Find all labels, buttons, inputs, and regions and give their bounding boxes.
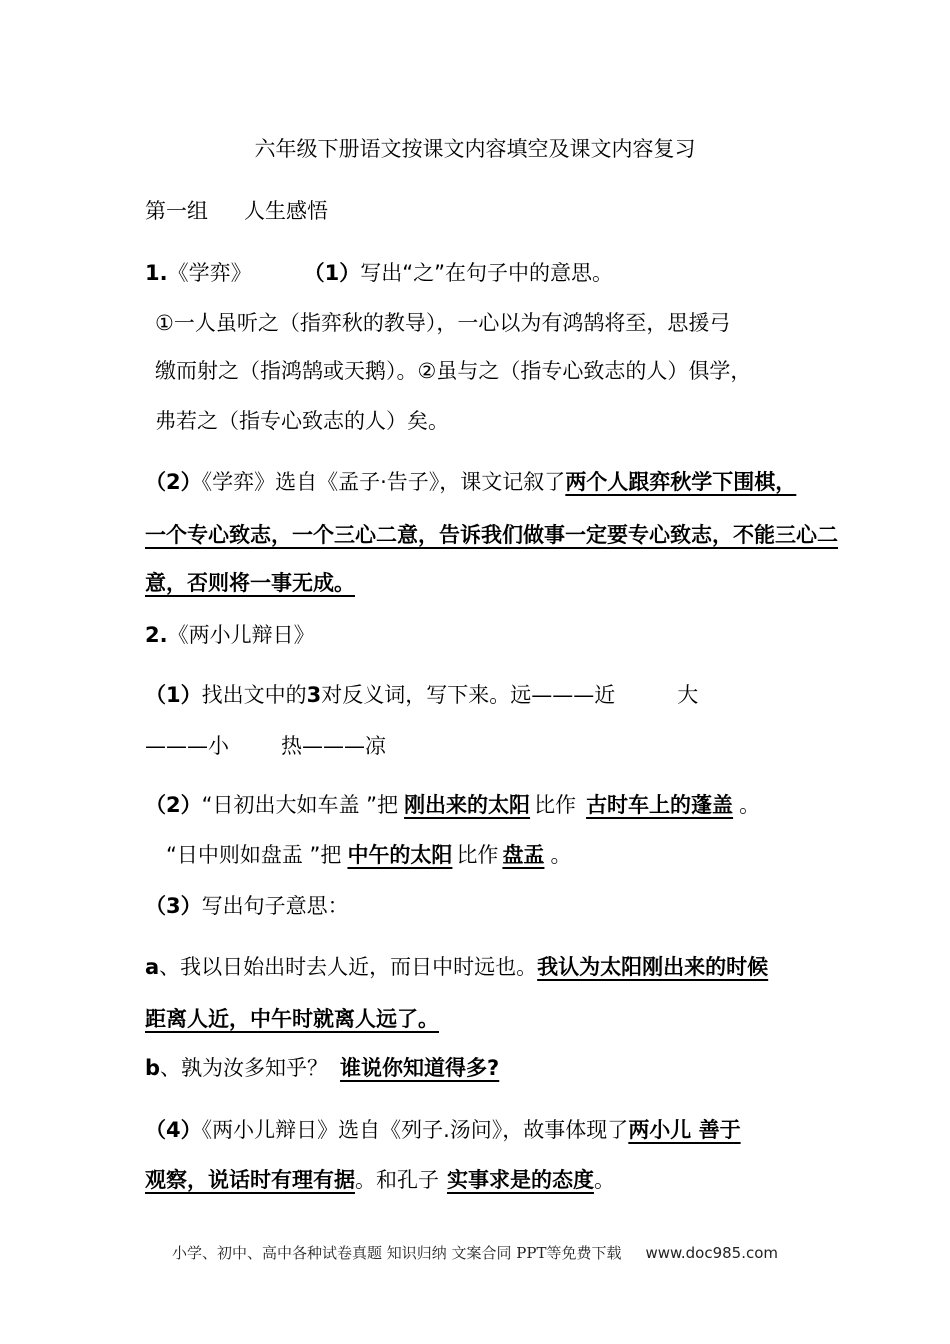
q1-p2-label: （2）: [145, 470, 202, 494]
q2-p1-text2: 对反义词，写下来。远———近: [321, 683, 616, 707]
q2-part4: [145, 1115, 741, 1145]
page-title: 六年级下册语文按课文内容填空及课文内容复习: [254, 137, 696, 161]
q2-a-label: a: [145, 955, 160, 979]
q1-lesson: 《学弈》: [167, 261, 252, 285]
page-footer: [0, 1242, 950, 1263]
q2-b-answer: 谁说你知道得多?: [340, 1056, 500, 1080]
q1-answer-1: 两个人跟弈秋学下围棋，: [565, 470, 797, 494]
q2-part2-line2: [166, 840, 571, 870]
q2-p4-text: 《两小儿辩日》选自《列子.汤问》，故事体现了: [201, 1118, 629, 1142]
q2-b-text: 、孰为汝多知乎？: [160, 1056, 329, 1080]
q2-p1-pair3: 热———凉: [281, 734, 386, 758]
q2-p2-answer-3: 中午的太阳: [347, 843, 453, 867]
q2-p2-answer-2: 古时车上的蓬盖: [586, 793, 734, 817]
q2-p2-answer-1: 刚出来的太阳: [404, 793, 531, 817]
q2-a-line2: [145, 1004, 439, 1034]
q2-a-text: 、我以日始出时去人近，而日中时远也。: [159, 955, 538, 979]
q1-line-2: 缴而射之（指鸿鹄或天鹅）。②虽与之（指专心致志的人）俱学，: [155, 359, 752, 383]
q2-p1-label: （1）: [145, 683, 202, 707]
q2-part1: [145, 680, 698, 710]
q2-p3-label: （3）: [145, 894, 202, 918]
q2-p2-end: 。: [739, 793, 761, 817]
q1-number: 1.: [145, 261, 168, 285]
q1-heading: [145, 258, 613, 288]
footer-url[interactable]: www.doc985.com: [645, 1244, 779, 1262]
q1-answer-3: 意，否则将一事无成。: [145, 571, 355, 595]
q2-part2: [145, 790, 760, 820]
q2-p1-pair2: ———小: [145, 734, 229, 758]
q2-a-answer-2: 距离人近，中午时就离人远了。: [145, 1007, 439, 1031]
q2-p4-answer-1: 两小儿 善于: [628, 1118, 741, 1142]
q2-p1-num: 3: [306, 683, 322, 707]
q2-p1-big: 大: [677, 683, 699, 707]
q1-line-3: 弗若之（指专心致志的人）矣。: [155, 409, 449, 433]
footer-text: 小学、初中、高中各种试卷真题 知识归纳 文案合同 PPT等免费下载: [171, 1244, 622, 1262]
q1-p1-text: 写出“之”在句子中的意思。: [360, 261, 613, 285]
q2-part3: [145, 891, 349, 921]
q2-b-line: [145, 1053, 499, 1083]
q1-answer-line-2: [145, 520, 838, 550]
q1-part2: [145, 467, 796, 497]
q1-answer-line-3: [145, 568, 355, 598]
section-name: 人生感悟: [244, 199, 328, 223]
q2-heading: [145, 620, 315, 650]
q1-p1-label: （1）: [303, 261, 361, 285]
q2-p2-end2: 。: [550, 843, 572, 867]
q2-p2-label: （2）: [145, 793, 202, 817]
q2-a-answer-1: 我认为太阳刚出来的时候: [537, 955, 769, 979]
section-label: 第一组: [145, 199, 208, 223]
q2-p2-q1: “日初出大如车盖 ”把: [201, 793, 399, 817]
q2-p4-mid: 。和孔子: [355, 1168, 439, 1192]
q1-p2-text: 《学弈》选自《孟子·告子》，课文记叙了: [201, 470, 566, 494]
q2-p2-mid: 比作: [534, 793, 577, 817]
q2-p4-answer-2: 观察，说话时有理有据: [145, 1168, 355, 1192]
q2-p3-text: 写出句子意思：: [201, 894, 349, 918]
q2-p4-answer-3: 实事求是的态度: [447, 1168, 594, 1192]
q2-p4-label: （4）: [145, 1118, 202, 1142]
q2-number: 2.: [145, 623, 168, 647]
q2-b-label: b: [145, 1056, 161, 1080]
q2-p1-text: 找出文中的: [201, 683, 307, 707]
section-heading: [145, 196, 328, 226]
q2-a-line: [145, 952, 768, 982]
q2-p2-answer-4: 盘盂: [502, 843, 545, 867]
q2-lesson: 《两小儿辩日》: [167, 623, 315, 647]
q2-p2-q2: “日中则如盘盂 ”把: [166, 843, 342, 867]
q1-answer-2: 一个专心致志，一个三心二意，告诉我们做事一定要专心致志，不能三心二: [145, 523, 838, 547]
q2-p4-end: 。: [594, 1168, 615, 1192]
q2-part4-line2: [145, 1165, 615, 1195]
q1-line-1: ①一人虽听之（指弈秋的教导），一心以为有鸿鹄将至，思援弓: [155, 311, 731, 335]
q2-p2-mid2: 比作: [456, 843, 499, 867]
q2-part1-line2: [145, 731, 386, 761]
